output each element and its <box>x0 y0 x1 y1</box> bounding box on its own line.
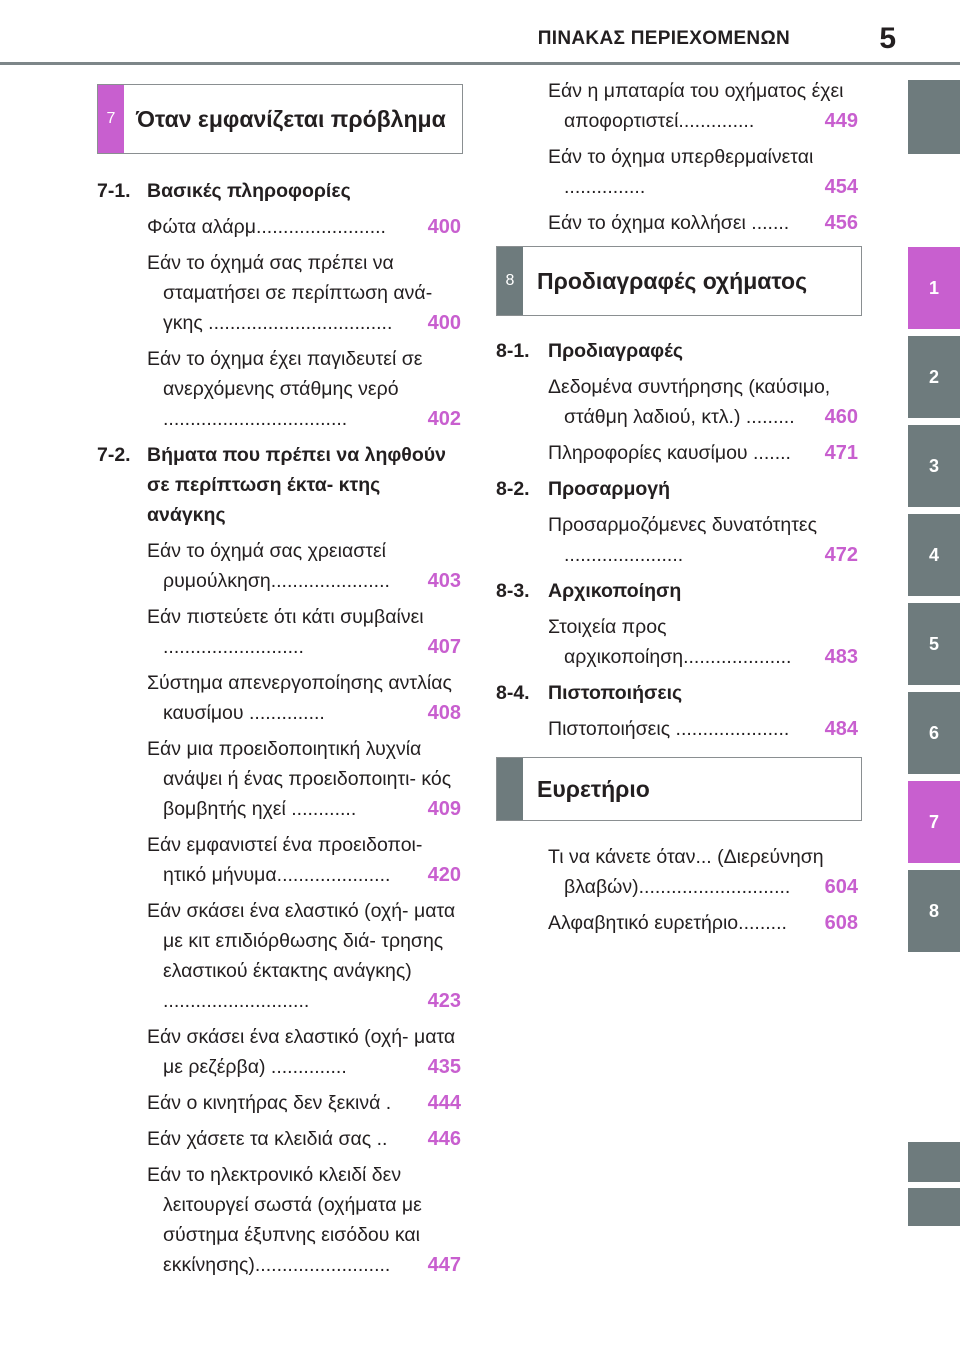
entry-text: Τι να κάνετε όταν... (Διερεύνηση βλαβών)............................ <box>548 846 824 898</box>
toc-entry[interactable] <box>548 76 858 136</box>
chapter-tab-blank-lower-1[interactable] <box>908 1142 960 1182</box>
chapter-number: 8-3. <box>496 580 530 602</box>
chapter-tab-1[interactable]: 1 <box>908 247 960 329</box>
toc-entry[interactable] <box>548 438 858 468</box>
toc-entry[interactable] <box>548 612 858 672</box>
page-link[interactable]: 444 <box>426 1088 461 1118</box>
page-link[interactable]: 407 <box>426 632 461 662</box>
entry-text: Δεδομένα συντήρησης (καύσιμο, στάθμη λαδιού, κτλ.) ......... <box>548 376 831 428</box>
entry-text: Φώτα αλάρμ........................ <box>147 216 386 238</box>
chapter-title: Προσαρμογή <box>548 478 671 500</box>
page-link[interactable]: 402 <box>426 404 461 434</box>
right-column-section-8 <box>496 336 858 744</box>
toc-entry[interactable] <box>147 1160 461 1280</box>
toc-entry[interactable] <box>548 208 858 238</box>
page-link[interactable]: 454 <box>823 172 858 202</box>
toc-entry[interactable] <box>147 1088 461 1118</box>
chapter-tab-blank-top[interactable] <box>908 80 960 154</box>
toc-entry[interactable] <box>548 510 858 570</box>
toc-entry[interactable] <box>147 668 461 728</box>
header-divider <box>0 62 960 65</box>
toc-entry[interactable] <box>548 714 858 744</box>
chapter-number: 7-2. <box>97 444 131 466</box>
entry-text: Εάν πιστεύετε ότι κάτι συμβαίνει .......................... <box>147 606 424 658</box>
entry-text: Εάν σκάσει ένα ελαστικό (οχή- ματα με κιτ επιδιόρθωσης διά- τρησης ελαστικού έκτακτης ανάγκης) ........................... <box>147 900 456 1012</box>
chapter-8-4 <box>496 678 858 708</box>
chapter-tab-8[interactable]: 8 <box>908 870 960 952</box>
section-7-title: Όταν εμφανίζεται πρόβλημα <box>136 106 446 132</box>
page-link[interactable]: 484 <box>823 714 858 744</box>
chapter-tab-3[interactable]: 3 <box>908 425 960 507</box>
section-7-header <box>97 84 463 154</box>
toc-entry[interactable] <box>548 372 858 432</box>
page-link[interactable]: 409 <box>426 794 461 824</box>
entry-text: Εάν σκάσει ένα ελαστικό (οχή- ματα με ρεζέρβα) .............. <box>147 1026 456 1078</box>
chapter-tab-7[interactable]: 7 <box>908 781 960 863</box>
chapter-title: Βήματα που πρέπει να ληφθούν σε περίπτωση έκτα- κτης ανάγκης <box>147 444 446 526</box>
page-link[interactable]: 400 <box>426 308 461 338</box>
section-8-title: Προδιαγραφές οχήματος <box>537 268 808 294</box>
toc-entry[interactable] <box>548 842 858 902</box>
entry-text: Εάν μια προειδοποιητική λυχνία ανάψει ή ένας προειδοποιητι- κός βομβητής ηχεί ............ <box>147 738 452 820</box>
entry-text: Εάν το όχημά σας χρειαστεί ρυμούλκηση...................... <box>147 540 390 592</box>
chapter-tab-4[interactable]: 4 <box>908 514 960 596</box>
entry-text: Εάν το όχημα έχει παγιδευτεί σε ανερχόμενης στάθμης νερό .................................. <box>147 348 423 430</box>
toc-entry[interactable] <box>548 142 858 202</box>
entry-text: Αλφαβητικό ευρετήριο......... <box>548 912 787 934</box>
index-section-header <box>496 757 862 821</box>
right-column-index <box>548 842 858 938</box>
left-column <box>97 176 461 1280</box>
entry-text: Πληροφορίες καυσίμου ....... <box>548 442 791 464</box>
entry-text: Προσαρμοζόμενες δυνατότητες ...................... <box>548 514 817 566</box>
page-header-title: ΠΙΝΑΚΑΣ ΠΕΡΙΕΧΟΜΕΝΩΝ <box>537 28 790 49</box>
entry-text: Εάν το ηλεκτρονικό κλειδί δεν λειτουργεί σωστά (οχήματα με σύστημα έξυπνης εισόδου και εκκίνησης)......................... <box>147 1164 422 1276</box>
entry-text: Εάν ο κινητήρας δεν ξεκινά . <box>147 1092 392 1114</box>
index-section-title: Ευρετήριο <box>537 776 650 802</box>
chapter-tab-2[interactable]: 2 <box>908 336 960 418</box>
page-link[interactable]: 423 <box>426 986 461 1016</box>
chapter-title: Προδιαγραφές <box>548 340 684 362</box>
section-7-number: 7 <box>98 85 124 153</box>
chapter-8-2 <box>496 474 858 504</box>
section-8-number: 8 <box>497 247 523 315</box>
chapter-number: 8-1. <box>496 340 530 362</box>
chapter-number: 7-1. <box>97 180 131 202</box>
entry-text: Εάν εμφανιστεί ένα προειδοποι- ητικό μήνυμα..................... <box>147 834 423 886</box>
page-link[interactable]: 420 <box>426 860 461 890</box>
chapter-8-3 <box>496 576 858 606</box>
toc-entry[interactable] <box>147 536 461 596</box>
page-link[interactable]: 604 <box>823 872 858 902</box>
chapter-title: Βασικές πληροφορίες <box>147 180 351 202</box>
section-8-header <box>496 246 862 316</box>
toc-entry[interactable] <box>147 734 461 824</box>
page-link[interactable]: 435 <box>426 1052 461 1082</box>
page-link[interactable]: 483 <box>823 642 858 672</box>
page-link[interactable]: 456 <box>823 208 858 238</box>
page-link[interactable]: 608 <box>823 908 858 938</box>
chapter-tab-blank-lower-2[interactable] <box>908 1188 960 1226</box>
entry-text: Πιστοποιήσεις ..................... <box>548 718 790 740</box>
page-link[interactable]: 449 <box>823 106 858 136</box>
chapter-tab-6[interactable]: 6 <box>908 692 960 774</box>
page-link[interactable]: 446 <box>426 1124 461 1154</box>
toc-entry[interactable] <box>147 1124 461 1154</box>
toc-entry[interactable] <box>147 830 461 890</box>
entry-text: Εάν το όχημα κολλήσει ....... <box>548 212 790 234</box>
toc-entry[interactable] <box>147 1022 461 1082</box>
toc-entry[interactable] <box>147 344 461 434</box>
chapter-number: 8-2. <box>496 478 530 500</box>
toc-entry[interactable] <box>147 248 461 338</box>
index-section-strip <box>497 758 523 820</box>
page-link[interactable]: 408 <box>426 698 461 728</box>
page-link[interactable]: 400 <box>426 212 461 242</box>
chapter-7-1 <box>97 176 461 206</box>
toc-entry[interactable] <box>147 602 461 662</box>
page-link[interactable]: 471 <box>823 438 858 468</box>
chapter-8-1 <box>496 336 858 366</box>
page-link[interactable]: 447 <box>426 1250 461 1280</box>
chapter-title: Αρχικοποίηση <box>548 580 682 602</box>
page-number: 5 <box>879 22 896 55</box>
entry-text: Στοιχεία προς αρχικοποίηση.................... <box>548 616 792 668</box>
toc-entry[interactable] <box>147 896 461 1016</box>
entry-text: Εάν χάσετε τα κλειδιά σας .. <box>147 1128 388 1150</box>
page-link[interactable]: 472 <box>823 540 858 570</box>
chapter-title: Πιστοποιήσεις <box>548 682 683 704</box>
chapter-7-2 <box>97 440 461 530</box>
toc-entry[interactable] <box>548 908 858 938</box>
entry-text: Εάν το όχημά σας πρέπει να σταματήσει σε περίπτωση ανά- γκης .................................. <box>147 252 433 334</box>
entry-text: Σύστημα απενεργοποίησης αντλίας καυσίμου .............. <box>147 672 452 724</box>
chapter-number: 8-4. <box>496 682 530 704</box>
page-link[interactable]: 460 <box>823 402 858 432</box>
page-link[interactable]: 403 <box>426 566 461 596</box>
right-column-top <box>548 76 858 238</box>
toc-entry[interactable] <box>147 212 461 242</box>
entry-text: Εάν η μπαταρία του οχήματος έχει αποφορτιστεί.............. <box>548 80 844 132</box>
chapter-tab-5[interactable]: 5 <box>908 603 960 685</box>
entry-text: Εάν το όχημα υπερθερμαίνεται ............... <box>548 146 814 198</box>
